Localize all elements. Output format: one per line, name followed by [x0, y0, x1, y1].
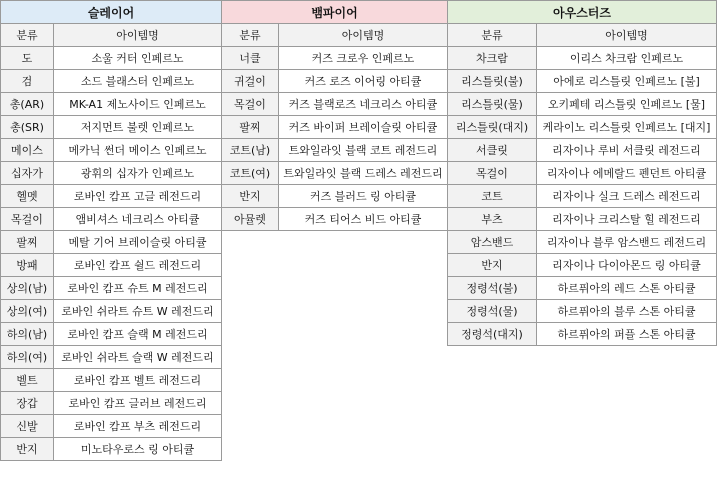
item-cell: 리자이나 루비 서클릿 레전드리: [537, 139, 717, 162]
category-cell: 목걸이: [222, 93, 279, 116]
item-cell: 리자이나 다이아몬드 링 아티큘: [537, 254, 717, 277]
category-cell: 차크람: [448, 47, 537, 70]
table-row: [448, 93, 717, 116]
table-row: [448, 47, 717, 70]
item-cell: 광휘의 십자가 인페르노: [54, 162, 222, 185]
item-cell: 리자이나 실크 드레스 레전드리: [537, 185, 717, 208]
table-row: [1, 93, 222, 116]
item-cell: 미노타우로스 링 아티큘: [54, 438, 222, 461]
table-row: [1, 323, 222, 346]
category-cell: 목걸이: [448, 162, 537, 185]
category-cell: 헬멧: [1, 185, 54, 208]
category-cell: 총(SR): [1, 116, 54, 139]
category-cell: 코트(여): [222, 162, 279, 185]
table-row: [1, 185, 222, 208]
category-cell: 리스틀릿(대지): [448, 116, 537, 139]
item-cell: 저지먼트 불렛 인페르노: [54, 116, 222, 139]
item-header: 아이템명: [54, 24, 222, 47]
table-row: [448, 323, 717, 346]
category-cell: 상의(여): [1, 300, 54, 323]
item-cell: 하르퓌아의 블루 스톤 아티큘: [537, 300, 717, 323]
category-cell: 리스틀릿(불): [448, 70, 537, 93]
table-row: [222, 208, 448, 231]
table-row: [1, 208, 222, 231]
table-row: [1, 346, 222, 369]
category-cell: 하의(여): [1, 346, 54, 369]
category-cell: 코트: [448, 185, 537, 208]
table-row: [448, 116, 717, 139]
table-row: [1, 277, 222, 300]
item-cell: 커즈 로즈 이어링 아티큘: [279, 70, 448, 93]
table-row: [1, 415, 222, 438]
table-row: [1, 438, 222, 461]
item-cell: 커즈 티어스 비드 아티큘: [279, 208, 448, 231]
table-row: [222, 70, 448, 93]
item-cell: 아에로 리스틀릿 인페르노 [불]: [537, 70, 717, 93]
ousters-table: [447, 0, 717, 346]
item-cell: 케라이노 리스틀릿 인페르노 [대지]: [537, 116, 717, 139]
table-row: [1, 70, 222, 93]
slayer-title: 슬레이어: [1, 1, 222, 24]
item-cell: 로바인 캄프 글러브 레전드리: [54, 392, 222, 415]
item-cell: 로바인 캄프 고글 레전드리: [54, 185, 222, 208]
category-cell: 리스틀릿(물): [448, 93, 537, 116]
table-row: [222, 139, 448, 162]
table-row: [448, 185, 717, 208]
table-row: [222, 116, 448, 139]
item-cell: 커즈 블랙로즈 네크리스 아티큘: [279, 93, 448, 116]
table-row: [222, 93, 448, 116]
table-row: [222, 185, 448, 208]
item-cell: 이리스 차크람 인페르노: [537, 47, 717, 70]
item-cell: 메탈 기어 브레이슬릿 아티큘: [54, 231, 222, 254]
item-cell: 로바인 캄프 쉴드 레전드리: [54, 254, 222, 277]
item-cell: 리자이나 블루 암스밴드 레전드리: [537, 231, 717, 254]
item-cell: 오키페테 리스틀릿 인페르노 [물]: [537, 93, 717, 116]
table-row: [448, 162, 717, 185]
category-cell: 목걸이: [1, 208, 54, 231]
table-row: [1, 139, 222, 162]
category-cell: 정령석(불): [448, 277, 537, 300]
category-cell: 반지: [222, 185, 279, 208]
category-cell: 도: [1, 47, 54, 70]
category-cell: 신발: [1, 415, 54, 438]
table-row: [222, 162, 448, 185]
category-cell: 반지: [1, 438, 54, 461]
item-header: 아이템명: [279, 24, 448, 47]
item-cell: 소드 블래스터 인페르노: [54, 70, 222, 93]
item-header: 아이템명: [537, 24, 717, 47]
table-row: [448, 277, 717, 300]
item-cell: 커즈 블러드 링 아티큘: [279, 185, 448, 208]
item-cell: 로바인 캄프 슬랙 M 레전드리: [54, 323, 222, 346]
category-cell: 메이스: [1, 139, 54, 162]
table-row: [1, 47, 222, 70]
category-header: 분류: [222, 24, 279, 47]
category-cell: 반지: [448, 254, 537, 277]
table-row: [448, 254, 717, 277]
item-cell: 리자이나 에메랄드 펜던트 아티큘: [537, 162, 717, 185]
item-cell: 커즈 바이퍼 브레이슬릿 아티큘: [279, 116, 448, 139]
item-cell: 앰비셔스 네크리스 아티큘: [54, 208, 222, 231]
category-cell: 서클릿: [448, 139, 537, 162]
category-cell: 암스밴드: [448, 231, 537, 254]
vampire-table: [221, 0, 448, 231]
category-cell: 십자가: [1, 162, 54, 185]
item-cell: 로바인 캄프 슈트 M 레전드리: [54, 277, 222, 300]
item-cell: 하르퓌아의 레드 스톤 아티큘: [537, 277, 717, 300]
table-row: [1, 116, 222, 139]
item-cell: 트와일라잇 블랙 코트 레전드리: [279, 139, 448, 162]
table-row: [1, 392, 222, 415]
table-row: [448, 208, 717, 231]
category-cell: 부츠: [448, 208, 537, 231]
category-cell: 방패: [1, 254, 54, 277]
slayer-table: [0, 0, 222, 461]
table-row: [222, 47, 448, 70]
table-row: [448, 300, 717, 323]
category-cell: 팔찌: [1, 231, 54, 254]
category-cell: 하의(남): [1, 323, 54, 346]
category-cell: 장갑: [1, 392, 54, 415]
item-cell: 로바인 쉬라트 슈트 W 레전드리: [54, 300, 222, 323]
category-cell: 너클: [222, 47, 279, 70]
item-cell: MK-A1 제노사이드 인페르노: [54, 93, 222, 116]
category-cell: 귀걸이: [222, 70, 279, 93]
item-cell: 로바인 쉬라트 슬랙 W 레전드리: [54, 346, 222, 369]
table-row: [448, 139, 717, 162]
item-cell: 로바인 캄프 벨트 레전드리: [54, 369, 222, 392]
item-cell: 리자이나 크리스탈 힐 레전드리: [537, 208, 717, 231]
category-cell: 코트(남): [222, 139, 279, 162]
category-cell: 총(AR): [1, 93, 54, 116]
item-cell: 커즈 크로우 인페르노: [279, 47, 448, 70]
ousters-title: 아우스터즈: [448, 1, 717, 24]
table-row: [1, 254, 222, 277]
category-cell: 정령석(물): [448, 300, 537, 323]
table-row: [1, 162, 222, 185]
table-row: [1, 231, 222, 254]
category-header: 분류: [1, 24, 54, 47]
item-cell: 하르퓌아의 퍼플 스톤 아티큘: [537, 323, 717, 346]
table-row: [1, 300, 222, 323]
table-row: [448, 231, 717, 254]
category-cell: 아뮬렛: [222, 208, 279, 231]
category-header: 분류: [448, 24, 537, 47]
item-cell: 소울 커터 인페르노: [54, 47, 222, 70]
category-cell: 정령석(대지): [448, 323, 537, 346]
vampire-title: 뱀파이어: [222, 1, 448, 24]
table-row: [1, 369, 222, 392]
table-row: [448, 70, 717, 93]
category-cell: 벨트: [1, 369, 54, 392]
item-cell: 로바인 캄프 부츠 레전드리: [54, 415, 222, 438]
category-cell: 상의(남): [1, 277, 54, 300]
item-cell: 메카닉 썬더 메이스 인페르노: [54, 139, 222, 162]
category-cell: 검: [1, 70, 54, 93]
category-cell: 팔찌: [222, 116, 279, 139]
item-cell: 트와일라잇 블랙 드레스 레전드리: [279, 162, 448, 185]
